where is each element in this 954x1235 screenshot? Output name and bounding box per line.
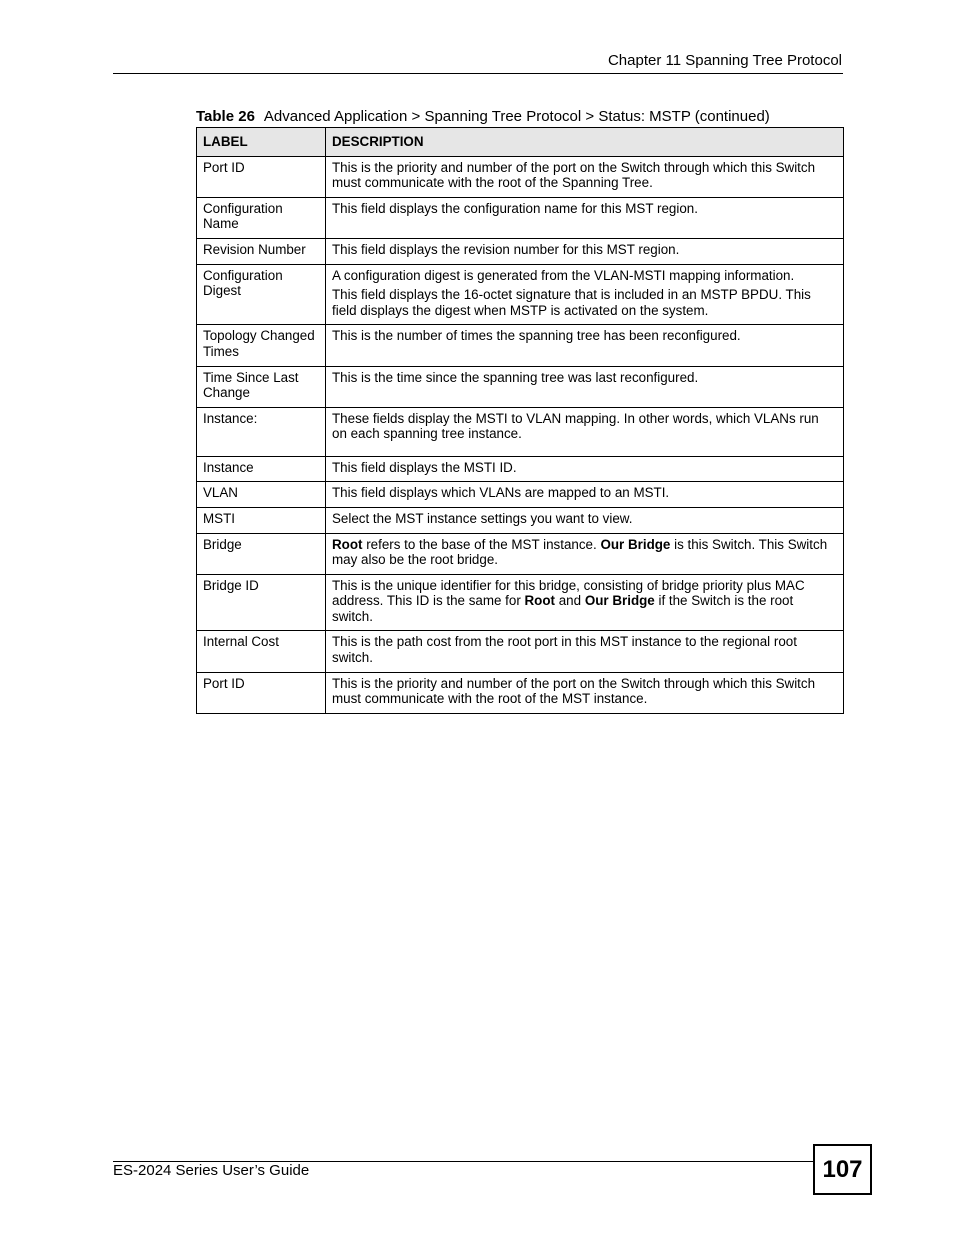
row-label: Configuration Name <box>197 197 326 238</box>
row-description-text: This field displays which VLANs are mapped to an MSTI. <box>332 485 670 501</box>
row-description-text: A configuration digest is generated from the VLAN-MSTI mapping information. <box>332 267 795 283</box>
row-label: Port ID <box>197 156 326 197</box>
row-description-text: This field displays the MSTI ID. <box>332 459 517 475</box>
row-description-text: This is the path cost from the root port in this MST instance to the regional root switch. <box>332 634 797 666</box>
row-description <box>326 197 844 238</box>
row-label: Time Since Last Change <box>197 366 326 407</box>
row-description <box>326 156 844 197</box>
row-description <box>326 482 844 508</box>
row-label: Port ID <box>197 672 326 713</box>
row-label: VLAN <box>197 482 326 508</box>
description-table <box>196 127 844 714</box>
table-row <box>197 156 844 197</box>
term-our-bridge: Our Bridge <box>600 536 671 552</box>
row-description <box>326 456 844 482</box>
row-description <box>326 672 844 713</box>
term-our-bridge: Our Bridge <box>584 593 655 609</box>
header-label: LABEL <box>197 128 326 157</box>
term-root: Root <box>332 536 363 552</box>
table-row <box>197 264 844 325</box>
row-description <box>326 325 844 366</box>
header-rule <box>113 73 843 74</box>
row-description <box>326 238 844 264</box>
table-row <box>197 672 844 713</box>
row-description <box>326 631 844 672</box>
table-row <box>197 366 844 407</box>
row-label: Bridge ID <box>197 574 326 631</box>
row-label: Instance <box>197 456 326 482</box>
row-label: Bridge <box>197 533 326 574</box>
table-caption-title: Advanced Application > Spanning Tree Protocol > Status: MSTP (continued) <box>263 108 770 125</box>
row-label: Configuration Digest <box>197 264 326 325</box>
running-header: Chapter 11 Spanning Tree Protocol <box>607 52 842 69</box>
row-description-text: This field displays the revision number for this MST region. <box>332 241 680 257</box>
row-description <box>326 366 844 407</box>
table-row <box>197 482 844 508</box>
row-description-text: This is the time since the spanning tree was last reconfigured. <box>332 369 699 385</box>
row-description-text: This is the number of times the spanning tree has been reconfigured. <box>332 328 741 344</box>
row-label: Instance: <box>197 407 326 456</box>
row-description <box>326 533 844 574</box>
table-row <box>197 325 844 366</box>
row-label: Revision Number <box>197 238 326 264</box>
page-number: 107 <box>813 1144 872 1195</box>
table-row <box>197 533 844 574</box>
row-label: Internal Cost <box>197 631 326 672</box>
table-header-row <box>197 128 844 157</box>
row-description-text: This is the unique identifier for this bridge, consisting of bridge priority plus MAC address. This ID is the same for Root and Our Bridge if the Switch is the root switch. <box>332 577 805 624</box>
table-caption <box>196 107 770 127</box>
running-footer: ES-2024 Series User’s Guide <box>113 1162 310 1179</box>
table-caption-label: Table 26 <box>196 108 255 125</box>
row-label: MSTI <box>197 507 326 533</box>
table-row <box>197 574 844 631</box>
row-description-text: These fields display the MSTI to VLAN mapping. In other words, which VLANs run on each spanning tree instance. <box>332 410 819 442</box>
row-description <box>326 407 844 456</box>
row-description <box>326 574 844 631</box>
table-row <box>197 631 844 672</box>
table-row <box>197 507 844 533</box>
row-description <box>326 264 844 325</box>
row-description-text: This field displays the 16-octet signature that is included in an MSTP BPDU. This field displays the digest when MSTP is activated on the system. <box>332 287 811 318</box>
table-row <box>197 197 844 238</box>
row-description-text: This is the priority and number of the port on the Switch through which this Switch must communicate with the root of the MST instance. <box>332 675 816 707</box>
term-root: Root <box>524 593 556 609</box>
table-row <box>197 238 844 264</box>
row-description-text: This field displays the configuration name for this MST region. <box>332 200 698 216</box>
row-description-text: Select the MST instance settings you want to view. <box>332 510 633 526</box>
header-description: DESCRIPTION <box>326 128 844 157</box>
row-description-text: This is the priority and number of the port on the Switch through which this Switch must communicate with the root of the Spanning Tree. <box>332 159 816 191</box>
table-row <box>197 407 844 456</box>
row-description <box>326 507 844 533</box>
row-description-text: Root refers to the base of the MST instance. Our Bridge is this Switch. This Switch may also be the root bridge. <box>332 536 828 568</box>
table-row <box>197 456 844 482</box>
row-label: Topology Changed Times <box>197 325 326 366</box>
